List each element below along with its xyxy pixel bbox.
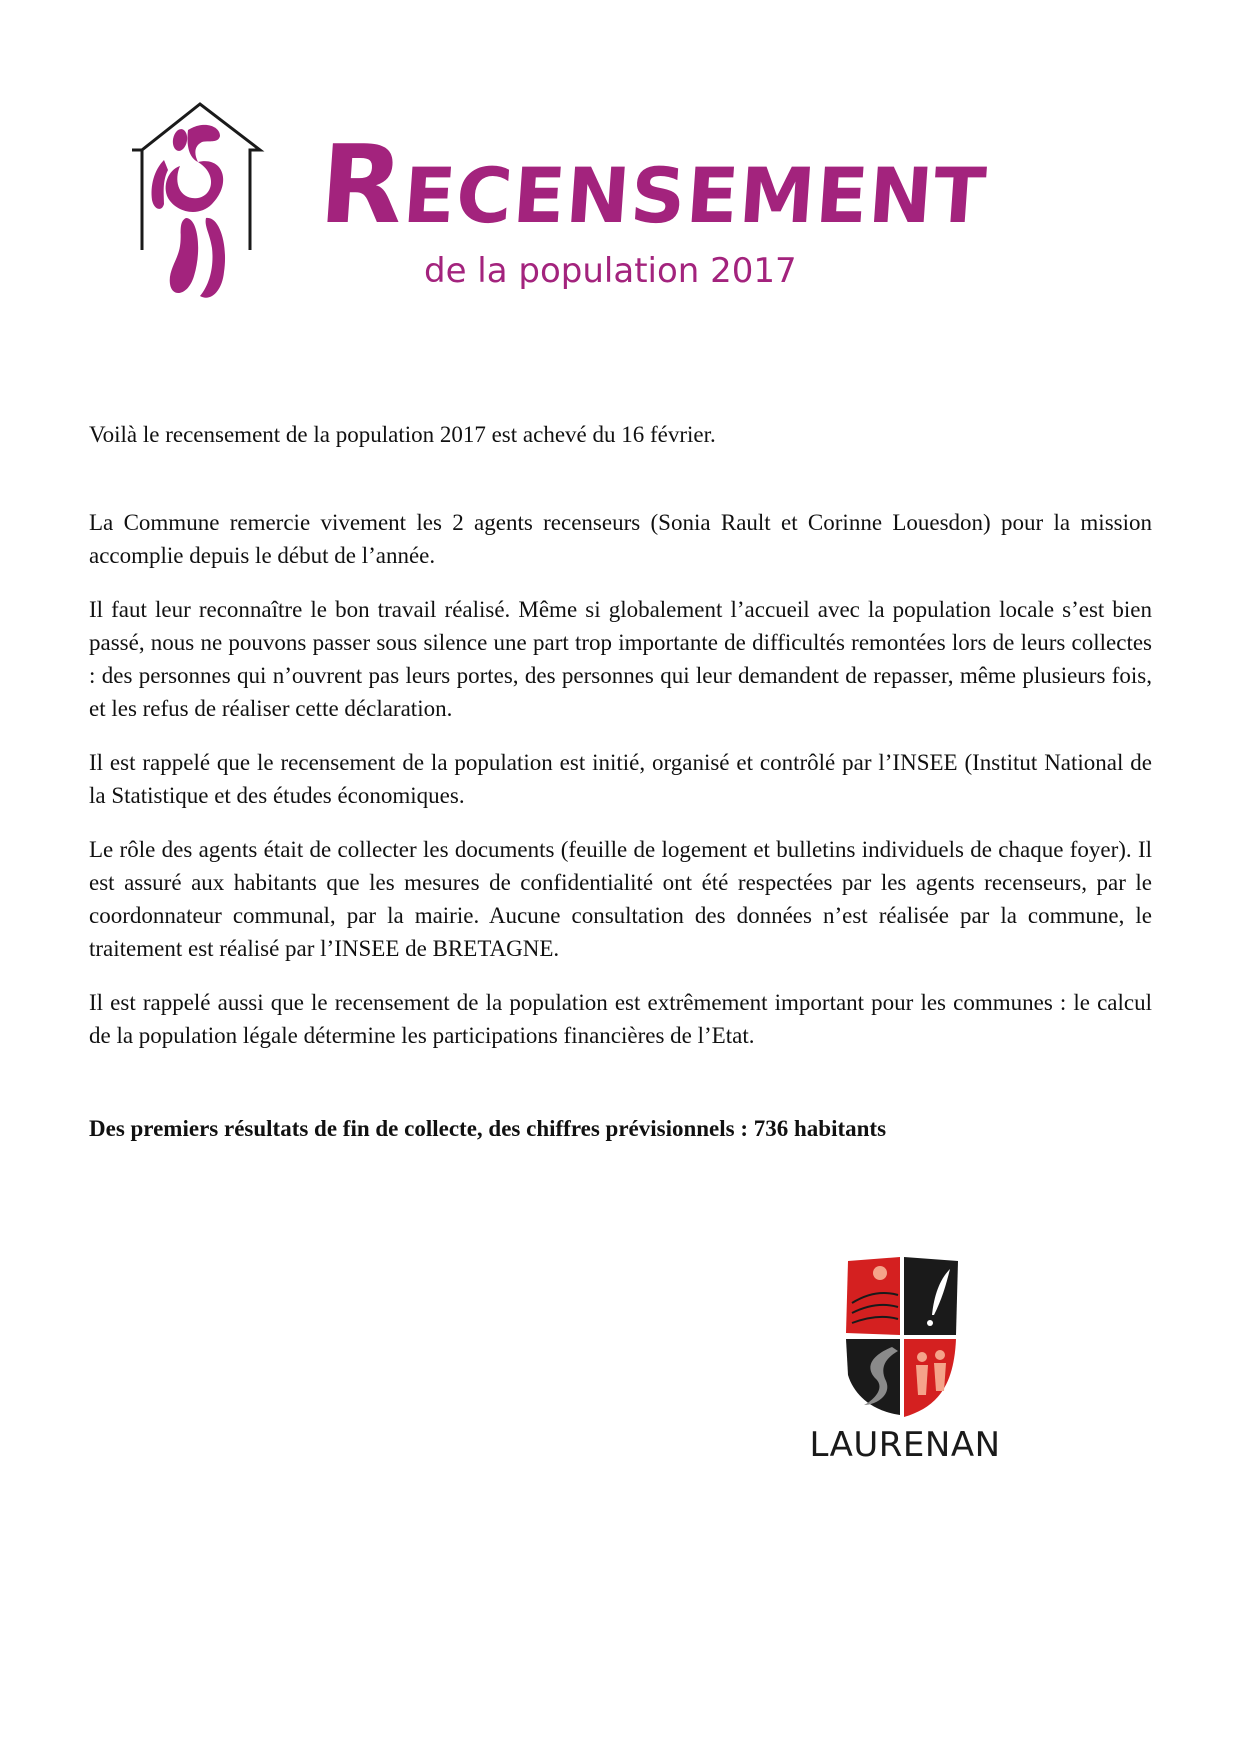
house-figure-icon bbox=[128, 100, 288, 310]
document-body bbox=[89, 418, 1152, 1166]
result-statement: Des premiers résultats de fin de collecte, des chiffres prévisionnels : 736 habitants bbox=[89, 1116, 887, 1141]
logo-title: Recensement bbox=[315, 123, 992, 248]
laurenan-logo bbox=[800, 1210, 1020, 1510]
commune-name: LAURENAN bbox=[809, 1425, 1001, 1465]
paragraph-agents-role: Le rôle des agents était de collecter les documents (feuille de logement et bulletins individuels de chaque foyer). Il est assuré aux habitants que les mesures de confidentialité ont été respectées par les agents recenseurs, par le coordonnateur communal, par la mairie. Aucune consultation des données n’est réalisée par la commune, le traitement est réalisé par l’INSEE de BRETAGNE. bbox=[89, 837, 1152, 961]
commune-shield-icon bbox=[842, 1255, 962, 1421]
paragraph-importance: Il est rappelé aussi que le recensement de la population est extrêmement important pour les communes : le calcul de la population légale détermine les participations financières de l’Etat. bbox=[89, 990, 1152, 1048]
census-logo bbox=[128, 100, 1028, 340]
paragraph-thanks: La Commune remercie vivement les 2 agents recenseurs (Sonia Rault et Corinne Louesdon) pour la mission accomplie depuis le début de l’année. bbox=[89, 510, 1152, 568]
intro-paragraph: Voilà le recensement de la population 2017 est achevé du 16 février. bbox=[89, 422, 716, 447]
paragraph-insee: Il est rappelé que le recensement de la population est initié, organisé et contrôlé par l’INSEE (Institut National de la Statistique et des études économiques. bbox=[89, 750, 1152, 808]
paragraph-difficulties: Il faut leur reconnaître le bon travail réalisé. Même si globalement l’accueil avec la population locale s’est bien passé, nous ne pouvons passer sous silence une part trop importante de difficultés remontées lors de leurs collectes : des personnes qui n’ouvrent pas leurs portes, des personnes qui leur demandent de repasser, même plusieurs fois, et les refus de réaliser cette déclaration. bbox=[89, 597, 1152, 721]
logo-subtitle: de la population 2017 bbox=[424, 251, 797, 291]
